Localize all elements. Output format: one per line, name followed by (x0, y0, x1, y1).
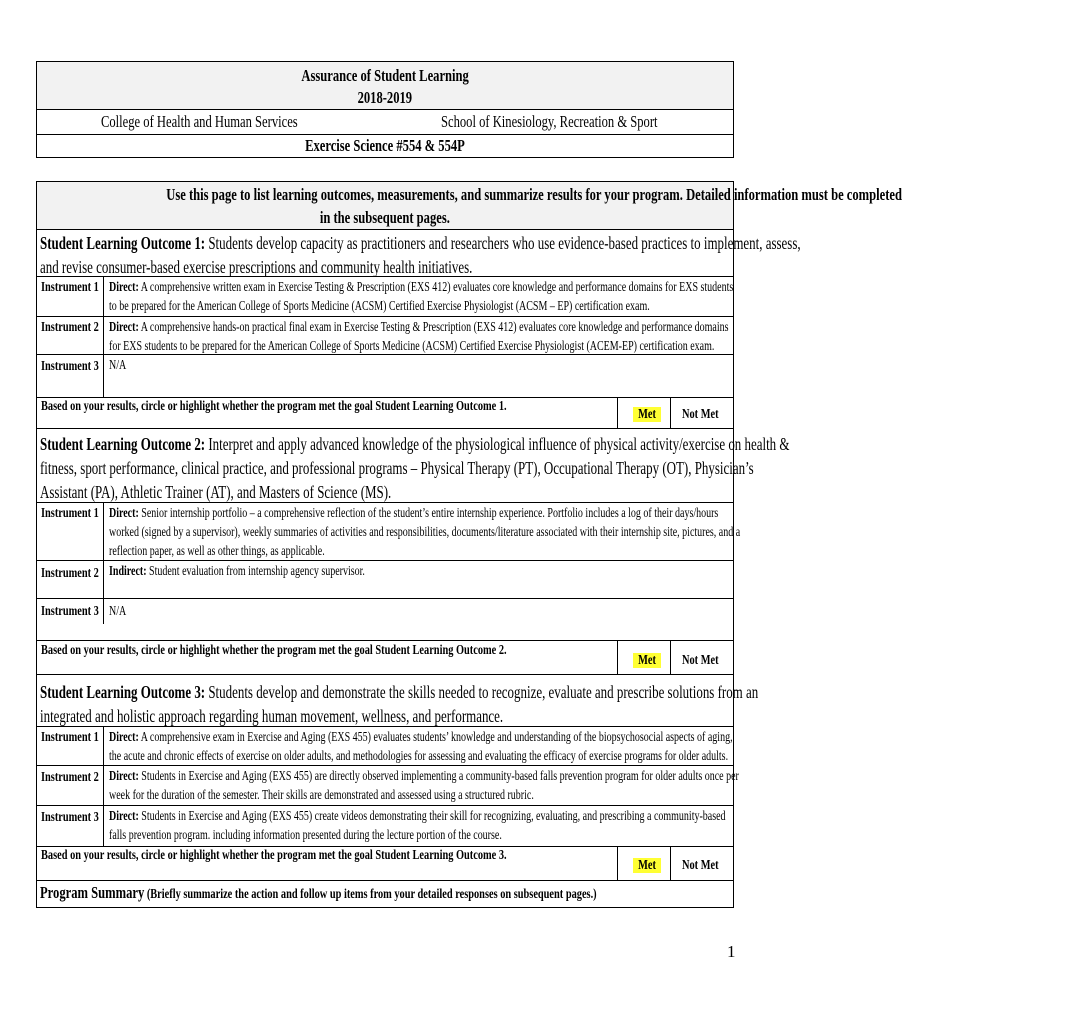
header-unit-row (37, 110, 733, 135)
instructions-line-1: Use this page to list learning outcomes, measurements, and summarize results for your program. Detailed information must be completed (166, 185, 903, 204)
outcome-2-instrument-1-text: Direct: Senior internship portfolio – a comprehensive reflection of the student’s entire internship experience. Portfolio includes a log of their days/hours worked (signed by a supervisor), weekly summaries of activities and responsibilities, documents/literature associated with their internship site, pictures, and a reflection paper, as well as other things, as applicable. (109, 505, 741, 558)
outcome-3-instrument-2-text: Direct: Students in Exercise and Aging (EXS 455) are directly observed implementing a community-based falls prevention program for older adults once per week for the duration of the semester. Their skills are demonstrated and assessed using a structured rubric. (109, 768, 739, 802)
page-number: 1 (727, 942, 736, 961)
outcome-3-instrument-3-text: Direct: Students in Exercise and Aging (EXS 455) create videos demonstrating their skill for recognizing, evaluating, and prescribing a community-based falls prevention program. including information presented during the lecture portion of the course. (109, 808, 726, 842)
outcomes-table (36, 181, 903, 908)
outcome-1-instrument-3-label: Instrument 3 (41, 359, 99, 374)
outcome-3-instrument-3-label: Instrument 3 (41, 810, 99, 825)
outcome-3-based-on-results: Based on your results, circle or highlight whether the program met the goal Student Learning Outcome 3. (41, 848, 507, 863)
instructions-banner (37, 182, 903, 230)
outcome-2-text-1: Interpret and apply advanced knowledge of the physiological influence of physical activity/exercise on health & (205, 434, 790, 454)
outcome-1-instrument-3-text: N/A (109, 357, 127, 372)
outcome-1-instrument-2-label: Instrument 2 (41, 320, 99, 335)
outcome-3-text-1: Students develop and demonstrate the skills needed to recognize, evaluate and prescribe solutions from an (205, 682, 759, 702)
outcome-1-not-met-option[interactable]: Not Met (682, 407, 719, 422)
outcome-2-met-option[interactable]: Met (633, 652, 661, 670)
outcome-1-met-option[interactable]: Met (633, 406, 661, 424)
outcome-2-label: Student Learning Outcome 2: (40, 434, 206, 454)
program-name: Exercise Science #554 & 554P (305, 136, 465, 155)
outcome-3-met-option[interactable]: Met (633, 857, 661, 875)
outcome-2-not-met-option[interactable]: Not Met (682, 653, 719, 668)
outcome-3-instrument-2-label: Instrument 2 (41, 770, 99, 785)
outcome-2-instrument-2-text: Indirect: Student evaluation from internship agency supervisor. (109, 563, 365, 578)
outcome-2-instrument-3-text: N/A (109, 603, 127, 618)
outcome-1-text-1: Students develop capacity as practitioners and researchers who use evidence-based practices to implement, assess, (205, 233, 801, 253)
outcome-2-text-3: Assistant (PA), Athletic Trainer (AT), and Masters of Science (MS). (40, 482, 392, 502)
outcome-1-instrument-2-text: Direct: A comprehensive hands-on practical final exam in Exercise Testing & Prescription (EXS 412) evaluates core knowledge and performance domains for EXS students to be prepared for the American College of Sports Medicine (ACSM) Certified Exercise Physiologist (ACEM-EP) certification exam. (109, 319, 729, 353)
outcome-3-text-2: integrated and holistic approach regarding human movement, wellness, and performance. (40, 706, 504, 726)
outcome-3-instrument-1-label: Instrument 1 (41, 730, 99, 745)
outcome-1-based-on-results: Based on your results, circle or highlight whether the program met the goal Student Learning Outcome 1. (41, 399, 507, 414)
outcome-2-instrument-2-label: Instrument 2 (41, 566, 99, 581)
outcome-2-based-on-results: Based on your results, circle or highlight whether the program met the goal Student Learning Outcome 2. (41, 643, 507, 658)
report-year: 2018-2019 (357, 88, 413, 107)
outcome-1-text-2: and revise consumer-based exercise prescriptions and community health initiatives. (40, 257, 473, 277)
report-title: Assurance of Student Learning (301, 66, 469, 85)
outcome-1-instrument-1-label: Instrument 1 (41, 280, 99, 295)
college-name: College of Health and Human Services (101, 112, 298, 131)
instructions-line-2: in the subsequent pages. (319, 208, 451, 227)
header-table (36, 61, 734, 158)
outcome-1-label: Student Learning Outcome 1: (40, 233, 206, 253)
header-program-row (37, 135, 733, 157)
outcome-1-instrument-1-text: Direct: A comprehensive written exam in Exercise Testing & Prescription (EXS 412) evaluates core knowledge and performance domains for EXS students to be prepared for the American College of Sports Medicine (ACSM) Certified Exercise Physiologist (ACSM – EP) certification exam. (109, 279, 734, 313)
program-summary-note: (Briefly summarize the action and follow up items from your detailed responses on subsequent pages.) (144, 887, 597, 902)
outcome-2-instrument-3-label: Instrument 3 (41, 604, 99, 619)
outcome-1 (40, 231, 801, 279)
outcome-2-text-2: fitness, sport performance, clinical practice, and professional programs – Physical Therapy (PT), Occupational Therapy (OT), Physician’s (40, 458, 754, 478)
program-summary-label: Program Summary (40, 883, 145, 902)
outcome-3-not-met-option[interactable]: Not Met (682, 858, 719, 873)
school-name: School of Kinesiology, Recreation & Sport (441, 112, 658, 131)
outcome-2 (40, 432, 790, 504)
outcome-3-label: Student Learning Outcome 3: (40, 682, 206, 702)
outcome-3-instrument-1-text: Direct: A comprehensive exam in Exercise and Aging (EXS 455) evaluates students’ knowledge and understanding of the biopsychosocial aspects of aging, the acute and chronic effects of exercise on older adults, and methodologies for assessing and evaluating the efficacy of exercise programs for older adults. (109, 729, 733, 763)
program-summary (40, 882, 792, 906)
outcome-2-instrument-1-label: Instrument 1 (41, 506, 99, 521)
outcome-3 (40, 680, 759, 728)
header-title-row (37, 62, 733, 110)
